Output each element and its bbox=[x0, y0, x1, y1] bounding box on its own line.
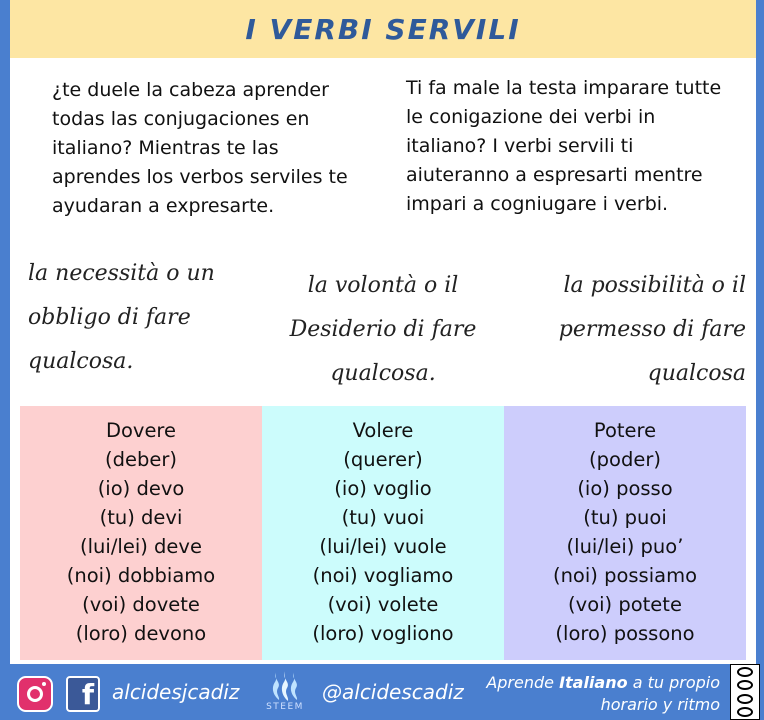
intro-spanish-line: ayudaran a expresarte. bbox=[52, 195, 275, 217]
verb-form: (io) devo bbox=[97, 477, 185, 500]
tagline bbox=[476, 672, 720, 716]
creative-commons-icon bbox=[730, 664, 760, 720]
page-title: I VERBI SERVILI bbox=[245, 12, 521, 46]
meaning-line: qualcosa. bbox=[330, 361, 436, 386]
intro-spanish-line: ¿te duele la cabeza aprender bbox=[52, 79, 329, 101]
footer-bar bbox=[0, 664, 764, 720]
column-volere bbox=[262, 406, 504, 660]
intro-italian bbox=[406, 74, 746, 219]
verb-form: (io) voglio bbox=[334, 477, 432, 500]
verb-name: Potere bbox=[593, 419, 657, 442]
steem-label: STEEM bbox=[266, 702, 304, 712]
cc-circle-icon bbox=[737, 694, 753, 704]
infographic-card bbox=[10, 0, 756, 664]
verb-form: (tu) devi bbox=[99, 506, 183, 529]
verb-form: (voi) potete bbox=[568, 593, 682, 616]
verb-translation: (querer) bbox=[343, 448, 423, 471]
meaning-line: la volontà o il bbox=[307, 273, 459, 298]
verb-form: (tu) puoi bbox=[583, 506, 667, 529]
verb-form: (noi) vogliamo bbox=[312, 564, 454, 587]
verb-form: (loro) vogliono bbox=[312, 622, 454, 645]
tagline-suffix: a tu propio bbox=[627, 673, 720, 692]
facebook-icon[interactable]: f bbox=[66, 676, 100, 712]
instagram-icon[interactable] bbox=[17, 676, 53, 712]
intro-spanish-line: todas las conjugaciones en bbox=[52, 108, 310, 130]
verb-form: (io) posso bbox=[577, 477, 673, 500]
steem-handle[interactable]: @alcidescadiz bbox=[322, 680, 464, 704]
verb-form: (tu) vuoi bbox=[341, 506, 425, 529]
verb-form: (voi) dovete bbox=[82, 593, 200, 616]
cc-circle-icon bbox=[737, 707, 753, 717]
verb-form: (noi) dobbiamo bbox=[66, 564, 216, 587]
intro-italian-line: aiuteranno a espresarti mentre bbox=[406, 164, 703, 186]
verb-name: Dovere bbox=[105, 419, 177, 442]
meaning-dovere bbox=[28, 252, 258, 384]
intro-spanish-line: aprendes los verbos serviles te bbox=[52, 166, 348, 188]
steem-icon bbox=[270, 670, 300, 702]
verb-form: (loro) possono bbox=[555, 622, 695, 645]
verb-form: (voi) volete bbox=[327, 593, 439, 616]
steem-logo[interactable] bbox=[262, 670, 308, 718]
meaning-line: la necessità o un bbox=[28, 261, 215, 286]
cc-circle-icon bbox=[737, 680, 753, 690]
meaning-volere bbox=[268, 264, 498, 396]
intro-italian-line: le conigazione dei verbi in bbox=[406, 106, 656, 128]
intro-italian-line: Ti fa male la testa imparare tutte bbox=[406, 77, 722, 99]
verb-form: (lui/lei) deve bbox=[80, 535, 202, 558]
verb-form: (loro) devono bbox=[75, 622, 207, 645]
meaning-line: permesso di fare bbox=[558, 317, 746, 342]
verb-translation: (deber) bbox=[105, 448, 177, 471]
meaning-line: obbligo di fare bbox=[28, 305, 191, 330]
tagline-line2: horario y ritmo bbox=[600, 695, 720, 714]
cc-circle-icon bbox=[737, 667, 753, 677]
tagline-prefix: Aprende bbox=[486, 673, 560, 692]
verb-form: (noi) possiamo bbox=[552, 564, 698, 587]
verb-translation: (poder) bbox=[589, 448, 661, 471]
facebook-handle[interactable]: alcidesjcadiz bbox=[112, 680, 240, 704]
verb-form: (lui/lei) puo’ bbox=[566, 535, 684, 558]
intro-spanish-line: italiano? Mientras te las bbox=[52, 137, 279, 159]
verb-form: (lui/lei) vuole bbox=[319, 535, 447, 558]
intro-italian-line: impari a cogniugare i verbi. bbox=[406, 193, 669, 215]
verb-name: Volere bbox=[352, 419, 414, 442]
intro-spanish bbox=[52, 76, 382, 221]
meaning-line: qualcosa. bbox=[28, 349, 134, 374]
tagline-emphasis: Italiano bbox=[559, 673, 628, 692]
column-dovere bbox=[20, 406, 262, 660]
title-bar bbox=[10, 0, 756, 58]
meaning-potere bbox=[520, 264, 746, 396]
meaning-line: Desiderio di fare bbox=[289, 317, 477, 342]
conjugation-table bbox=[20, 406, 746, 660]
column-potere bbox=[504, 406, 746, 660]
intro-italian-line: italiano? I verbi servili ti bbox=[406, 135, 634, 157]
meaning-line: qualcosa bbox=[647, 361, 746, 386]
meaning-line: la possibilità o il bbox=[563, 273, 746, 298]
